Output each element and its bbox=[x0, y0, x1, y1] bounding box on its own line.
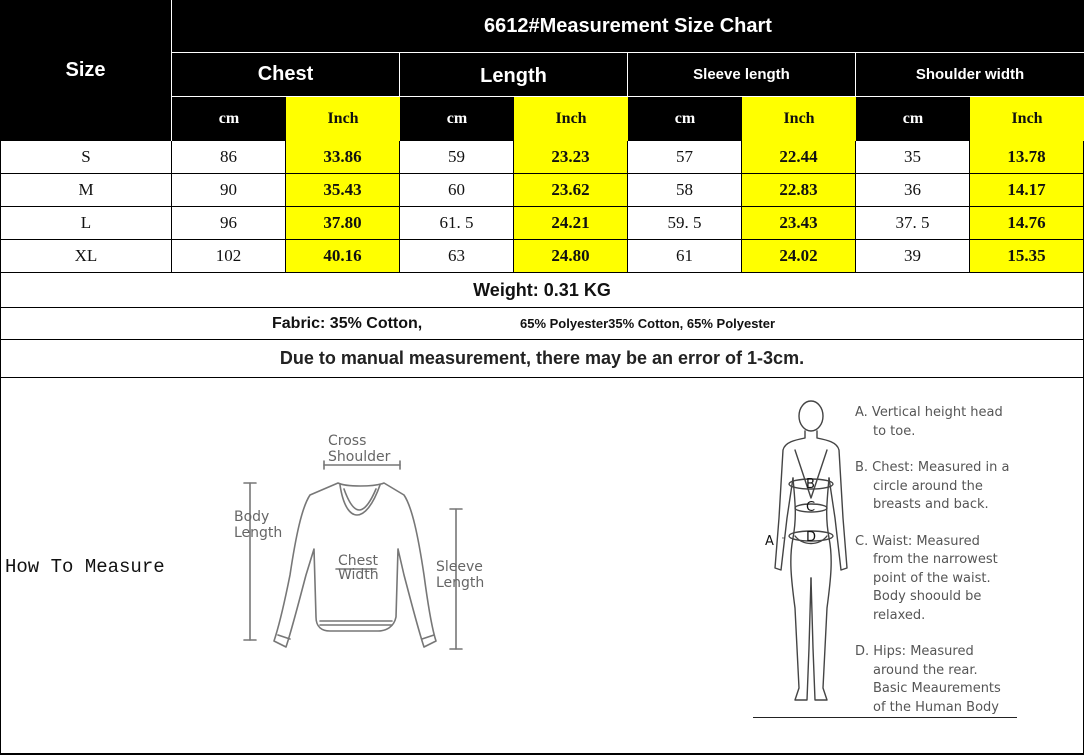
inch-value-cell: 14.76 bbox=[970, 207, 1084, 240]
weight-text: Weight: 0.31 KG bbox=[473, 280, 611, 300]
cm-value-cell: 59. 5 bbox=[628, 207, 742, 240]
inch-value-cell: 40.16 bbox=[286, 240, 400, 273]
label-cross: Cross bbox=[328, 433, 367, 449]
inch-value-cell: 24.02 bbox=[742, 240, 856, 273]
group-header-shoulder-width: Shoulder width bbox=[856, 53, 1084, 97]
body-note-line: C. Waist: Measured bbox=[855, 533, 980, 549]
body-note-block bbox=[855, 643, 1045, 717]
cm-value-cell: 86 bbox=[172, 141, 286, 174]
cm-value-cell: 57 bbox=[628, 141, 742, 174]
size-cell: M bbox=[0, 174, 172, 207]
how-to-measure-label: How To Measure bbox=[5, 556, 165, 578]
garment-diagram bbox=[228, 425, 528, 665]
inch-value-cell: 14.17 bbox=[970, 174, 1084, 207]
error-note: Due to manual measurement, there may be an error of 1-3cm. bbox=[279, 348, 805, 368]
cm-value-cell: 63 bbox=[400, 240, 514, 273]
size-cell: XL bbox=[0, 240, 172, 273]
body-note-line: of the Human Body bbox=[873, 699, 999, 715]
inch-value-cell: 13.78 bbox=[970, 141, 1084, 174]
cm-value-cell: 96 bbox=[172, 207, 286, 240]
fabric-row bbox=[0, 308, 1084, 340]
unit-header-inch: Inch bbox=[286, 97, 400, 141]
body-note-line: Basic Meaurements bbox=[873, 681, 1001, 696]
inch-value-cell: 37.80 bbox=[286, 207, 400, 240]
body-measure-notes bbox=[855, 404, 1045, 717]
size-cell: S bbox=[0, 141, 172, 174]
inch-value-cell: 24.80 bbox=[514, 240, 628, 273]
body-note-line: relaxed. bbox=[873, 607, 926, 623]
body-note-line: D. Hips: Measured bbox=[855, 644, 974, 659]
inch-value-cell: 23.62 bbox=[514, 174, 628, 207]
body-note-line: from the narrowest bbox=[873, 552, 998, 567]
label-body: Body bbox=[234, 509, 270, 525]
letter-c: C bbox=[806, 500, 816, 515]
cm-value-cell: 61. 5 bbox=[400, 207, 514, 240]
unit-header-inch: Inch bbox=[970, 97, 1084, 141]
body-note-line: breasts and back. bbox=[873, 497, 989, 512]
fabric-text-left: Fabric: 35% Cotton, bbox=[272, 314, 423, 332]
cm-value-cell: 36 bbox=[856, 174, 970, 207]
cm-value-cell: 90 bbox=[172, 174, 286, 207]
inch-value-cell: 35.43 bbox=[286, 174, 400, 207]
body-note-line: point of the waist. bbox=[873, 570, 991, 586]
weight-row bbox=[0, 274, 1084, 308]
label-body-length: Length bbox=[234, 525, 283, 541]
label-sleeve: Sleeve bbox=[436, 559, 483, 575]
inch-value-cell: 33.86 bbox=[286, 141, 400, 174]
letter-d: D bbox=[806, 530, 817, 545]
body-note-line: around the rear. bbox=[873, 662, 978, 678]
size-header: Size bbox=[0, 0, 172, 141]
body-note-block bbox=[855, 533, 1045, 626]
unit-header-cm: cm bbox=[400, 97, 514, 141]
group-header-chest: Chest bbox=[172, 53, 400, 97]
inch-value-cell: 22.83 bbox=[742, 174, 856, 207]
cm-value-cell: 60 bbox=[400, 174, 514, 207]
letter-a: A bbox=[765, 534, 774, 549]
cm-value-cell: 35 bbox=[856, 141, 970, 174]
body-note-block bbox=[855, 404, 1045, 441]
label-chest: Chest bbox=[338, 553, 379, 569]
body-note-line: A. Vertical height head bbox=[855, 405, 1003, 420]
fabric-text-right: 65% Polyester35% Cotton, 65% Polyester bbox=[520, 316, 776, 331]
error-row bbox=[0, 340, 1084, 378]
letter-b: B bbox=[806, 477, 815, 492]
inch-value-cell: 23.43 bbox=[742, 207, 856, 240]
size-cell: L bbox=[0, 207, 172, 240]
unit-header-cm: cm bbox=[628, 97, 742, 141]
unit-header-inch: Inch bbox=[514, 97, 628, 141]
body-note-block bbox=[855, 459, 1045, 515]
cm-value-cell: 61 bbox=[628, 240, 742, 273]
body-note-line: to toe. bbox=[873, 423, 916, 439]
cm-value-cell: 59 bbox=[400, 141, 514, 174]
inch-value-cell: 24.21 bbox=[514, 207, 628, 240]
chart-title: 6612#Measurement Size Chart bbox=[172, 0, 1084, 53]
group-header-sleeve-length: Sleeve length bbox=[628, 53, 856, 97]
unit-header-inch: Inch bbox=[742, 97, 856, 141]
label-shoulder: Shoulder bbox=[328, 449, 391, 465]
unit-header-cm: cm bbox=[172, 97, 286, 141]
cm-value-cell: 39 bbox=[856, 240, 970, 273]
body-note-line: Body shoould be bbox=[873, 589, 982, 604]
body-diagram-baseline bbox=[753, 717, 1017, 718]
cm-value-cell: 102 bbox=[172, 240, 286, 273]
frame-left bbox=[0, 141, 1, 755]
body-measure-diagram bbox=[755, 398, 865, 718]
inch-value-cell: 15.35 bbox=[970, 240, 1084, 273]
label-sleeve-length: Length bbox=[436, 575, 485, 591]
group-header-length: Length bbox=[400, 53, 628, 97]
body-note-line: circle around the bbox=[873, 478, 983, 494]
label-width: Width bbox=[338, 567, 379, 583]
inch-value-cell: 22.44 bbox=[742, 141, 856, 174]
cm-value-cell: 58 bbox=[628, 174, 742, 207]
cm-value-cell: 37. 5 bbox=[856, 207, 970, 240]
inch-value-cell: 23.23 bbox=[514, 141, 628, 174]
unit-header-cm: cm bbox=[856, 97, 970, 141]
body-note-line: B. Chest: Measured in a bbox=[855, 460, 1010, 475]
